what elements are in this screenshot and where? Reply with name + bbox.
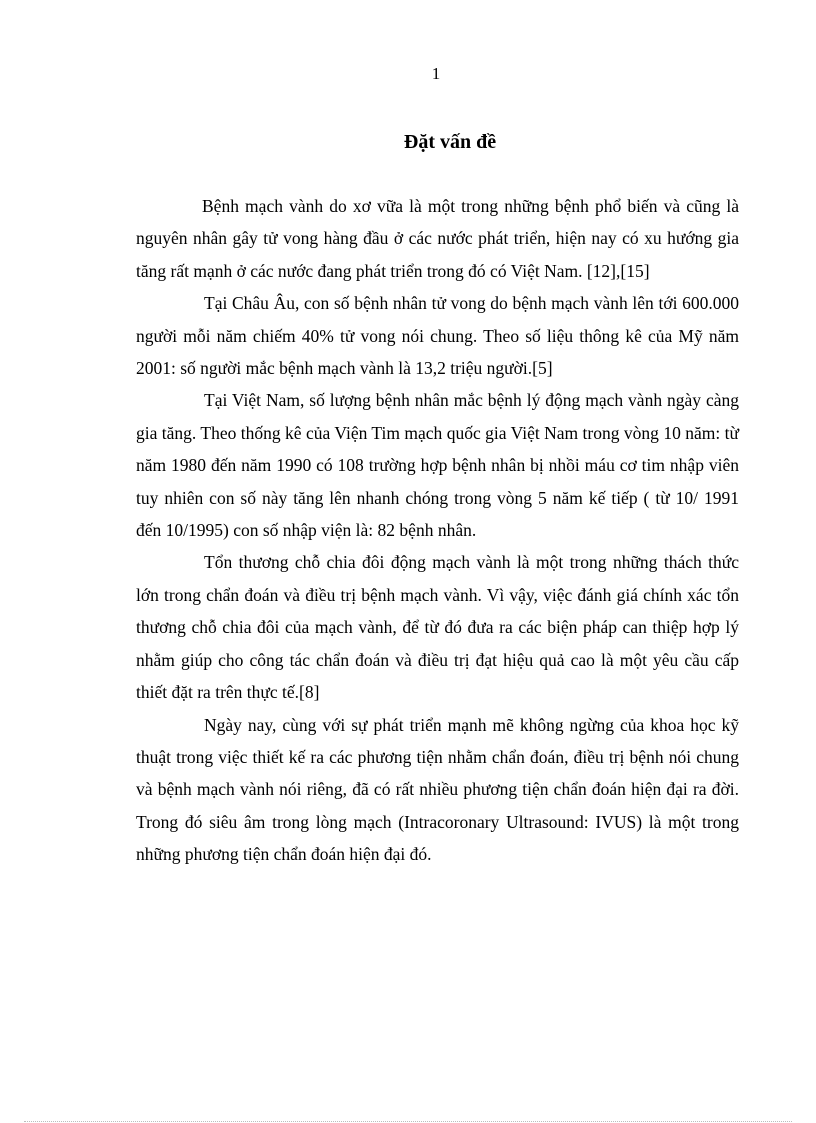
page-bottom-rule bbox=[24, 1121, 792, 1122]
paragraph-5: Ngày nay, cùng với sự phát triển mạnh mẽ không ngừng của khoa học kỹ thuật trong việc thiết kế ra các phương tiện nhằm chẩn đoán, điều trị bệnh nói chung và bệnh mạch vành nói riêng, đã có rất nhiều phương tiện chẩn đoán hiện đại ra đời. Trong đó siêu âm trong lòng mạch (Intracoronary Ultrasound: IVUS) là một trong những phương tiện chẩn đoán hiện đại đó. bbox=[136, 714, 739, 865]
page-number: 1 bbox=[431, 64, 441, 83]
page-title: Đặt vấn đề bbox=[403, 131, 497, 153]
document-body bbox=[136, 190, 739, 871]
paragraph-4: Tổn thương chỗ chia đôi động mạch vành là một trong những thách thức lớn trong chẩn đoán và điều trị bệnh mạch vành. Vì vậy, việc đánh giá chính xác tổn thương chỗ chia đôi của mạch vành, để từ đó đưa ra các biện pháp can thiệp hợp lý nhằm giúp cho công tác chẩn đoán và điều trị đạt hiệu quả cao là một yêu cầu cấp thiết đặt ra trên thực tế.[8] bbox=[136, 552, 739, 703]
paragraph-3: Tại Việt Nam, số lượng bệnh nhân mắc bệnh lý động mạch vành ngày càng gia tăng. Theo thống kê của Viện Tim mạch quốc gia Việt Nam trong vòng 10 năm: từ năm 1980 đến năm 1990 có 108 trường hợp bệnh nhân bị nhồi máu cơ tim nhập viên tuy nhiên con số này tăng lên nhanh chóng trong vòng 5 năm kế tiếp ( từ 10/ 1991 đến 10/1995) con số nhập viện là: 82 bệnh nhân. bbox=[136, 390, 739, 541]
paragraph-2: Tại Châu Âu, con số bệnh nhân tử vong do bệnh mạch vành lên tới 600.000 người mỗi năm chiếm 40% tử vong nói chung. Theo số liệu thông kê của Mỹ năm 2001: số người mắc bệnh mạch vành là 13,2 triệu người.[5] bbox=[136, 293, 739, 379]
paragraph-1: Bệnh mạch vành do xơ vữa là một trong những bệnh phổ biến và cũng là nguyên nhân gây tử vong hàng đầu ở các nước phát triển, hiện nay có xu hướng gia tăng rất mạnh ở các nước đang phát triển trong đó có Việt Nam. [12],[15] bbox=[136, 196, 739, 281]
